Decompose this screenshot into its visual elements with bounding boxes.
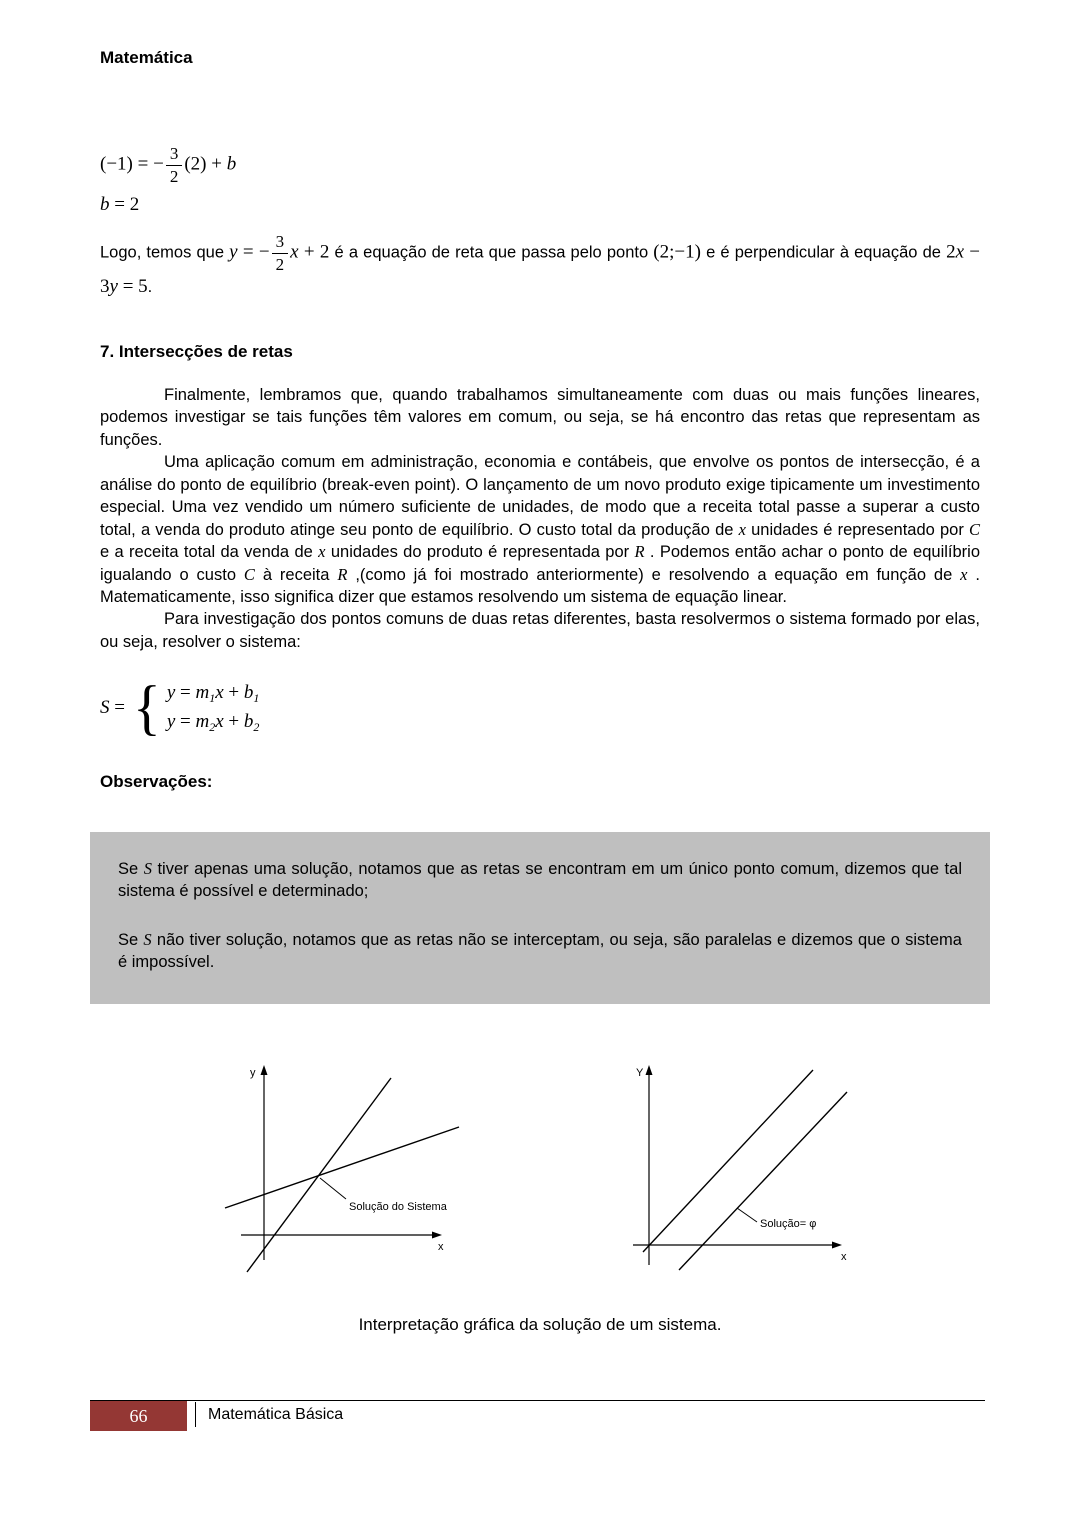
page-number-box <box>90 1401 187 1431</box>
observations-heading: Observações: <box>100 772 213 792</box>
footer-row <box>90 1401 985 1431</box>
equation-line-2: b = 2 <box>100 194 140 216</box>
page-number: 66 <box>129 1405 148 1426</box>
graph-parallel-lines <box>617 1060 862 1285</box>
observation-item: Se S tiver apenas uma solução, notamos que as retas se encontram em um único ponto comum, dizemos que tal sistema é possível e determinado; <box>118 859 962 901</box>
left-brace: { <box>132 673 161 742</box>
equation-text: (−1) = − <box>100 153 164 175</box>
text-run: e é perpendicular à equação de <box>700 243 947 262</box>
equation-text: (2) + b <box>184 153 237 175</box>
text-run: é a equação de reta que passa pelo ponto <box>329 243 654 262</box>
observations-box <box>90 832 990 1004</box>
paragraph: Para investigação dos pontos comuns de duas retas diferentes, basta resolvermos o sistema formado por elas, ou seja, resolver o sistema: <box>100 610 980 651</box>
graph-intersecting-lines <box>219 1060 469 1285</box>
solution-callout-label: Solução do Sistema <box>348 1200 447 1213</box>
y-axis-arrow-icon <box>645 1065 652 1075</box>
x-axis-arrow-icon <box>832 1241 842 1248</box>
system-label: S = <box>100 696 125 718</box>
y-axis-label: Y <box>635 1066 643 1079</box>
figure-graphs <box>100 1060 980 1285</box>
math-expression: (2;−1) <box>653 241 701 263</box>
solution-callout-label: Solução= φ <box>759 1217 816 1230</box>
fraction-numerator: 3 <box>166 144 183 166</box>
paragraph-conclusion <box>100 232 980 300</box>
callout-line <box>737 1208 757 1222</box>
fraction <box>166 144 183 186</box>
system-equation-2: $y = m_2x + b_2$ <box>166 710 260 734</box>
paragraph: Finalmente, lembramos que, quando trabalhamos simultaneamente com duas ou mais funções lineares, podemos investigar se tais funções têm valores em comum, ou seja, se há encontro das retas que representam as funções. <box>100 386 980 449</box>
figure-caption: Interpretação gráfica da solução de um sistema. <box>358 1314 722 1334</box>
callout-line <box>320 1178 346 1199</box>
observation-item: Se S não tiver solução, notamos que as retas não se interceptam, ou seja, são paralelas e dizemos que o sistema é impossível. <box>118 929 962 972</box>
footer-label: Matemática Básica <box>195 1402 343 1427</box>
y-axis-label: y <box>249 1066 255 1079</box>
system-of-equations <box>100 673 980 742</box>
math-expression: 2x − 3y = 5 <box>100 241 981 298</box>
x-axis-label: x <box>840 1250 846 1263</box>
parallel-line-2 <box>679 1092 847 1270</box>
page-footer <box>90 1400 985 1431</box>
fraction-denominator: 2 <box>275 254 285 274</box>
x-axis-label: x <box>437 1240 443 1253</box>
system-equations <box>167 679 260 736</box>
fraction-numerator: 3 <box>272 232 289 254</box>
math-expression: y = − <box>229 241 270 263</box>
text-run: . <box>147 278 153 297</box>
x-axis-arrow-icon <box>432 1231 442 1238</box>
fraction <box>272 232 289 274</box>
y-axis-arrow-icon <box>260 1065 267 1075</box>
math-expression: x + 2 <box>290 241 330 263</box>
fraction-denominator: 2 <box>169 166 179 186</box>
equation-line-1 <box>100 144 980 186</box>
paragraph: Uma aplicação comum em administração, economia e contábeis, que envolve os pontos de intersecção, é a análise do ponto de equilíbrio (break-even point). O lançamento de um novo produto exige tipicamente um investimento especial. Uma vez vendido um número suficiente de unidades, de modo que a receita total passe a superar a custo total, a venda do produto atinge seu ponto de equilíbrio. O custo total da produção de x unidades é representado por C e a receita total da venda de x unidades do produto é representada por R . Podemos então achar o ponto de equilíbrio igualando o custo C à receita R ,(como já foi mostrado anteriormente) e resolvendo a equação em função de x . Matematicamente, isso significa dizer que estamos resolvendo um sistema de equação linear. <box>100 453 981 606</box>
page-title: Matemática <box>100 48 193 67</box>
text-run: Logo, temos que <box>100 243 230 262</box>
equation-block-top <box>100 144 980 216</box>
system-equation-1: $y = m_1x + b_1$ <box>166 682 260 706</box>
section-heading: 7. Intersecções de retas <box>100 342 293 362</box>
section-body <box>100 384 980 653</box>
